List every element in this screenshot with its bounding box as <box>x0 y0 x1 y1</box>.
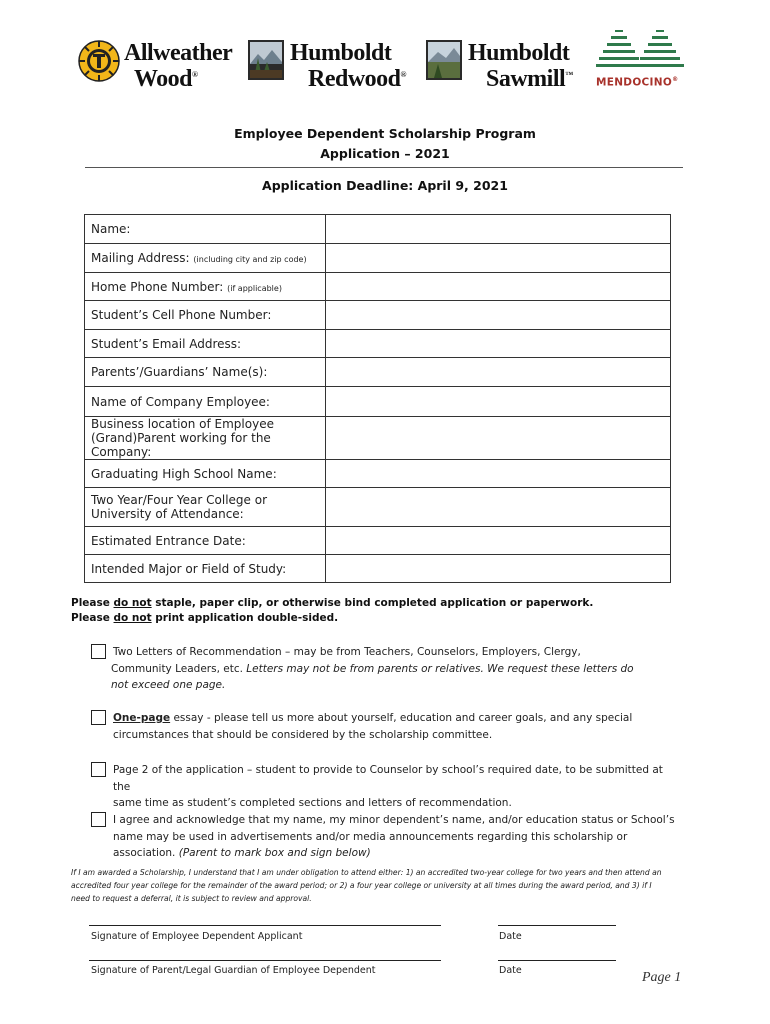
note-line-2 <box>71 611 593 626</box>
recommendations-text-3-italic: not exceed one page. <box>111 679 226 691</box>
form-input-field[interactable] <box>326 273 671 301</box>
form-row <box>85 387 671 417</box>
redwood-line1: Humboldt <box>290 40 392 66</box>
recommendations-text-2-plain: Community Leaders, etc. <box>111 662 247 675</box>
form-row-label <box>85 417 326 460</box>
note1-post: staple, paper clip, or otherwise bind completed application or paperwork. <box>151 597 594 609</box>
page2-text-2: same time as student’s completed sections and letters of recommendation. <box>113 797 512 809</box>
form-row <box>85 555 671 583</box>
form-row-label <box>85 460 326 488</box>
form-input-field[interactable] <box>326 215 671 244</box>
form-row <box>85 488 671 527</box>
form-label-text: Home Phone Number: <box>91 279 228 294</box>
parent-date-label: Date <box>499 965 522 976</box>
consent-text-2: name may be used in advertisements and/or media announcements regarding this scholarship or <box>113 830 628 843</box>
form-label-text: Name of Company Employee: <box>91 394 270 409</box>
essay-text-1-rest: essay - please tell us more about yourself, education and career goals, and any special <box>170 712 633 724</box>
sun-emblem-icon <box>78 40 120 82</box>
applicant-signature-label: Signature of Employee Dependent Applicant <box>91 931 303 942</box>
note1-pre: Please <box>71 597 114 609</box>
allweather-line2: Wood <box>134 66 193 92</box>
checklist-item-recommendations <box>91 644 681 694</box>
form-label-text: Student’s Cell Phone Number: <box>91 308 272 322</box>
checklist-item-page2 <box>91 762 681 812</box>
form-row <box>85 301 671 330</box>
form-label-text: Two Year/Four Year College or University of Attendance: <box>91 493 268 521</box>
form-label-text: Mailing Address: <box>91 251 194 265</box>
document-title-block <box>0 124 770 164</box>
page2-checkbox[interactable] <box>91 762 106 777</box>
form-row-label <box>85 555 326 583</box>
form-row <box>85 330 671 358</box>
checklist-item-consent <box>91 812 681 862</box>
form-label-text: Student’s Email Address: <box>91 336 242 351</box>
form-row-label <box>85 215 326 244</box>
form-label-note: (if applicable) <box>227 283 282 293</box>
essay-text-1 <box>113 710 681 727</box>
recommendations-text-2-italic: Letters may not be from parents or relatives. We request these letters do <box>246 662 634 675</box>
form-input-field[interactable] <box>326 460 671 488</box>
essay-checkbox[interactable] <box>91 710 106 725</box>
form-row <box>85 273 671 301</box>
form-row-label <box>85 301 326 330</box>
forest-scene-icon <box>248 40 284 80</box>
form-label-note: (including city and zip code) <box>193 255 307 264</box>
recommendations-text-3 <box>111 677 681 694</box>
redwood-mark: ® <box>400 70 406 79</box>
parent-signature-label: Signature of Parent/Legal Guardian of Employee Dependent <box>91 965 376 976</box>
sawmill-scene-icon <box>426 40 462 80</box>
form-input-field[interactable] <box>326 301 671 330</box>
mendocino-name: MENDOCINO <box>596 76 673 89</box>
document-title: Employee Dependent Scholarship Program <box>234 126 536 141</box>
form-label-text: Intended Major or Field of Study: <box>91 561 287 576</box>
form-input-field[interactable] <box>326 244 671 273</box>
application-form-table <box>84 214 671 583</box>
form-label-text: Graduating High School Name: <box>91 466 277 481</box>
sawmill-mark: ™ <box>565 70 573 79</box>
form-input-field[interactable] <box>326 387 671 417</box>
note2-post: print application double-sided. <box>151 612 339 624</box>
form-input-field[interactable] <box>326 417 671 460</box>
application-deadline: Application Deadline: April 9, 2021 <box>262 178 508 193</box>
consent-text-1: I agree and acknowledge that my name, my minor dependent’s name, and/or education status or School’s <box>113 814 675 826</box>
parent-date-line[interactable] <box>498 960 616 961</box>
document-subtitle: Application – 2021 <box>320 146 450 161</box>
sawmill-line2: Sawmill <box>486 66 566 92</box>
form-row-label <box>85 358 326 387</box>
form-row <box>85 460 671 488</box>
form-row <box>85 215 671 244</box>
form-row-label <box>85 488 326 527</box>
logo-row <box>76 30 696 96</box>
award-obligation-fine-print: If I am awarded a Scholarship, I understand that I am under obligation to attend either: 1) an accredited two-year college for two years and then attend an accredited four year college for the remainder of the award period; or 2) a four year college or university at all times during the award period, and 3) if I need to request a deferral, it is subject to review and approval. <box>71 868 662 903</box>
essay-one-page: One-page <box>113 712 171 724</box>
form-row <box>85 244 671 273</box>
form-label-text: Name: <box>91 222 131 236</box>
checklist-item-essay <box>91 710 681 743</box>
recommendations-checkbox[interactable] <box>91 644 106 659</box>
mountains-icon <box>596 26 694 78</box>
page-number: Page 1 <box>642 970 682 985</box>
instructions-notes <box>71 596 593 626</box>
consent-text-3-plain: association. <box>113 847 179 859</box>
allweather-line1: Allweather <box>124 40 233 66</box>
note2-underline: do not <box>113 612 152 624</box>
form-label-text: Business location of Employee (Grand)Parent working for the Company: <box>91 417 274 459</box>
form-input-field[interactable] <box>326 358 671 387</box>
essay-text-2: circumstances that should be considered by the scholarship committee. <box>113 728 493 741</box>
allweather-mark: ® <box>192 70 198 79</box>
recommendations-text-2 <box>111 661 681 678</box>
recommendations-text-1: Two Letters of Recommendation – may be from Teachers, Counselors, Employers, Clergy, <box>113 646 581 658</box>
sawmill-line1: Humboldt <box>468 40 570 66</box>
note-line-1 <box>71 596 593 611</box>
form-label-text: Estimated Entrance Date: <box>91 533 246 548</box>
consent-checkbox[interactable] <box>91 812 106 827</box>
applicant-date-line[interactable] <box>498 925 616 926</box>
redwood-line2: Redwood <box>308 66 401 92</box>
parent-signature-line[interactable] <box>89 960 441 961</box>
form-row-label <box>85 387 326 417</box>
form-row-label <box>85 244 326 273</box>
form-input-field[interactable] <box>326 488 671 527</box>
note1-underline: do not <box>113 597 152 609</box>
consent-text-3-italic: (Parent to mark box and sign below) <box>178 847 371 859</box>
form-row <box>85 527 671 555</box>
form-input-field[interactable] <box>326 527 671 555</box>
form-input-field[interactable] <box>326 555 671 583</box>
title-divider <box>85 167 683 168</box>
form-row-label <box>85 527 326 555</box>
applicant-signature-line[interactable] <box>89 925 441 926</box>
mendocino-logo <box>596 26 696 92</box>
page2-text-1: Page 2 of the application – student to provide to Counselor by school’s required date, to be submitted at the <box>113 764 663 793</box>
form-row-label <box>85 330 326 358</box>
note2-pre: Please <box>71 612 114 624</box>
form-label-text: Parents’/Guardians’ Name(s): <box>91 365 268 379</box>
consent-text-3 <box>113 845 681 862</box>
applicant-date-label: Date <box>499 931 522 942</box>
form-row <box>85 358 671 387</box>
form-row-label <box>85 273 326 301</box>
form-input-field[interactable] <box>326 330 671 358</box>
mendocino-mark: ® <box>672 76 679 83</box>
form-row <box>85 417 671 460</box>
